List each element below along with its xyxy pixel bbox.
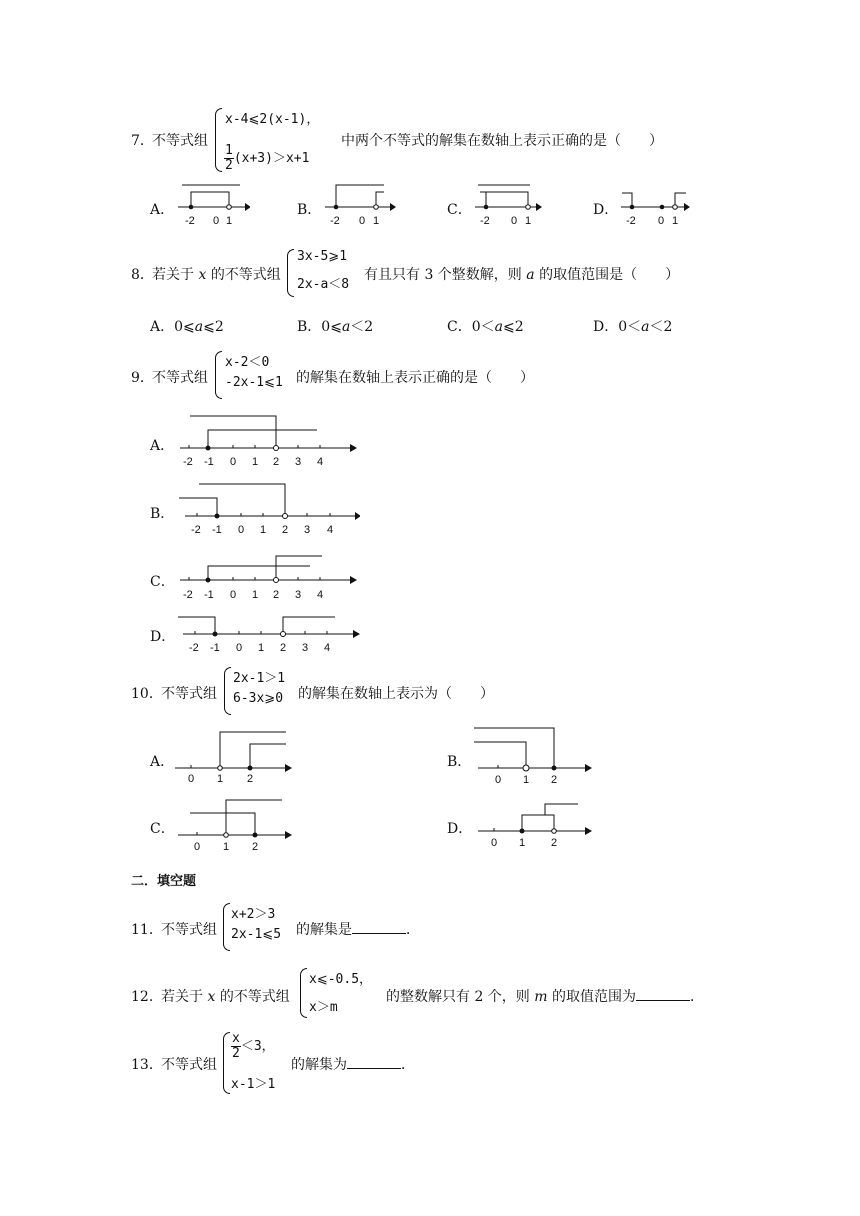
tick-label: -2: [626, 215, 636, 227]
tick-label: -2: [185, 215, 195, 227]
question-lead: 不等式组: [152, 370, 208, 386]
system-brace: [223, 1032, 230, 1094]
question-number: 12．: [131, 989, 163, 1005]
tick-label: -2: [183, 589, 193, 601]
question-number: 11．: [131, 922, 163, 938]
tick-label: 2: [551, 837, 558, 849]
tick-label: 1: [373, 215, 380, 227]
inequality-1: x-4⩽2(x-1)，: [225, 112, 320, 127]
tick-label: 4: [324, 642, 331, 654]
tick-label: 0: [359, 215, 366, 227]
number-line-b: [175, 478, 360, 538]
fraction: [224, 144, 234, 173]
option-label-a[interactable]: A．: [150, 202, 175, 218]
option-b[interactable]: B．0⩽a＜2: [297, 319, 374, 335]
question-tail: 的解集在数轴上表示正确的是（ ）: [296, 370, 534, 386]
inequality-1: x+2＞3: [231, 907, 276, 922]
question-number: 8．: [131, 267, 154, 283]
tick-label: 0: [230, 456, 237, 468]
tick-label: 2: [273, 589, 280, 601]
question-lead: 不等式组: [161, 1057, 217, 1073]
number-line-d: [175, 606, 365, 658]
option-label-b[interactable]: B．: [297, 202, 322, 218]
tick-label: 1: [525, 215, 532, 227]
number-line-c: [472, 183, 547, 228]
question-tail: 的解集是 ．: [296, 922, 420, 938]
tick-label: 0: [658, 215, 665, 227]
system-brace: [215, 108, 222, 172]
tick-label: 1: [252, 456, 259, 468]
number-line-a: [175, 410, 360, 470]
tick-label: 2: [273, 456, 280, 468]
question-tail: 的解集为 ．: [291, 1057, 415, 1073]
tick-label: 3: [304, 524, 311, 536]
tick-label: 3: [295, 589, 302, 601]
question-lead: 若关于 x 的不等式组: [161, 989, 290, 1005]
tick-label: -1: [204, 589, 214, 601]
tick-label: 1: [226, 215, 233, 227]
tick-label: 2: [280, 642, 287, 654]
question-number: 7．: [131, 133, 154, 149]
option-label-a[interactable]: A．: [150, 438, 175, 454]
tick-label: 1: [258, 642, 265, 654]
question-lead: 不等式组: [161, 922, 217, 938]
tick-label: -2: [189, 642, 199, 654]
tick-label: 0: [236, 642, 243, 654]
system-brace: [223, 903, 230, 951]
tick-label: -1: [212, 524, 222, 536]
option-d[interactable]: D．0＜a＜2: [593, 319, 673, 335]
number-line-a: [170, 726, 295, 786]
system-brace: [287, 249, 294, 297]
tick-label: 2: [282, 524, 289, 536]
fraction: [231, 1032, 241, 1061]
tick-label: -1: [204, 456, 214, 468]
tick-label: 3: [302, 642, 309, 654]
inequality-2: 2x-1⩽5: [231, 927, 282, 942]
tick-label: 1: [672, 215, 679, 227]
number-line-a: [175, 183, 250, 228]
number-line-b: [470, 722, 595, 786]
number-line-d: [618, 183, 693, 228]
number-line-c: [175, 546, 360, 606]
question-number: 9．: [131, 370, 154, 386]
question-lead: 不等式组: [161, 686, 217, 702]
answer-blank[interactable]: [347, 1068, 401, 1069]
number-line-c: [170, 795, 295, 855]
inequality-1: x⩽-0.5，: [309, 972, 373, 987]
option-label-c[interactable]: C．: [447, 202, 472, 218]
question-lead: 若关于 x 的不等式组: [152, 267, 281, 283]
tick-label: 0: [511, 215, 518, 227]
answer-blank[interactable]: [352, 933, 406, 934]
tick-label: 3: [295, 456, 302, 468]
tick-label: 1: [252, 589, 259, 601]
number-line-b: [322, 183, 397, 228]
system-brace: [224, 667, 231, 715]
option-label-d[interactable]: D．: [150, 629, 176, 645]
number-line-d: [470, 795, 595, 855]
tick-label: 1: [519, 837, 526, 849]
tick-label: 0: [495, 774, 502, 786]
question-lead: 不等式组: [152, 133, 208, 149]
option-a[interactable]: A．0⩽a⩽2: [150, 319, 224, 335]
question-tail: 的解集在数轴上表示为（ ）: [298, 686, 494, 702]
tick-label: 1: [217, 773, 224, 785]
section-heading: 二．填空题: [131, 874, 197, 889]
tick-label: -2: [183, 456, 193, 468]
question-number: 10．: [131, 686, 163, 702]
system-brace: [215, 351, 222, 399]
question-tail: 中两个不等式的解集在数轴上表示正确的是（ ）: [341, 133, 663, 149]
tick-label: 0: [230, 589, 237, 601]
option-label-c[interactable]: C．: [150, 574, 175, 590]
tick-label: 1: [523, 774, 530, 786]
tick-label: 1: [223, 841, 230, 853]
inequality-2-rest: (x+3)＞x+1: [233, 151, 310, 166]
tick-label: 2: [551, 774, 558, 786]
tick-label: 0: [194, 841, 201, 853]
inequality-2: 2x-a＜8: [297, 277, 350, 292]
inequality-2: -2x-1⩽1: [225, 375, 283, 390]
inequality-2: 6-3x⩾0: [233, 691, 284, 706]
inequality-1: 3x-5⩾1: [297, 249, 348, 264]
inequality-1: x-2＜0: [225, 355, 270, 370]
inequality-2: x＞m: [309, 1000, 338, 1015]
option-label-d[interactable]: D．: [593, 202, 619, 218]
inequality-1: [231, 1032, 275, 1061]
option-label-b[interactable]: B．: [150, 506, 175, 522]
tick-label: -2: [191, 524, 201, 536]
answer-blank[interactable]: [636, 1000, 690, 1001]
tick-label: 0: [188, 773, 195, 785]
system-brace: [300, 968, 307, 1018]
option-label-d[interactable]: D．: [447, 821, 473, 837]
inequality-2: [224, 144, 309, 173]
tick-label: 4: [317, 589, 324, 601]
fraction-denominator: 2: [232, 1046, 240, 1061]
tick-label: -2: [330, 215, 340, 227]
tick-label: 0: [238, 524, 245, 536]
fraction-numerator: x: [232, 1031, 240, 1046]
inequality-1: 2x-1＞1: [233, 671, 286, 686]
tick-label: 2: [247, 773, 254, 785]
option-c[interactable]: C．0＜a⩽2: [447, 319, 524, 335]
tick-label: -1: [210, 642, 220, 654]
fraction-numerator: 1: [225, 143, 233, 158]
tick-label: 2: [252, 841, 259, 853]
fraction-denominator: 2: [225, 158, 233, 173]
question-number: 13．: [131, 1057, 163, 1073]
option-label-a[interactable]: A．: [150, 754, 175, 770]
inequality-1-rest: ＜3，: [240, 1039, 275, 1054]
inequality-2: x-1＞1: [231, 1077, 276, 1092]
tick-label: 1: [260, 524, 267, 536]
question-tail: 有且只有 3 个整数解，则 a 的取值范围是（ ）: [364, 267, 680, 283]
tick-label: 0: [213, 215, 220, 227]
tick-label: 4: [327, 524, 334, 536]
question-tail: 的整数解只有 2 个，则 m 的取值范围为 ．: [386, 989, 704, 1005]
tick-label: -2: [480, 215, 490, 227]
tick-label: 4: [317, 456, 324, 468]
option-label-b[interactable]: B．: [447, 754, 472, 770]
option-label-c[interactable]: C．: [150, 821, 175, 837]
tick-label: 0: [491, 837, 498, 849]
